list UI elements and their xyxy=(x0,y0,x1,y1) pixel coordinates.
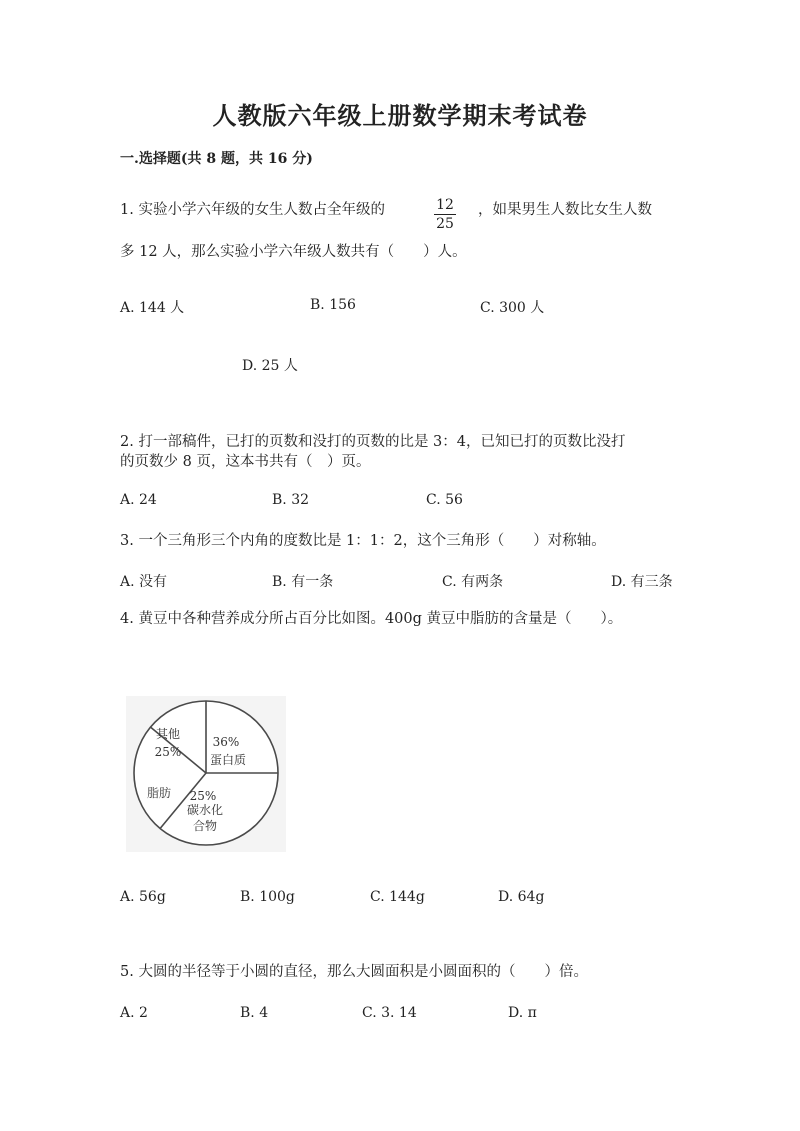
question-4-text: 4. 黄豆中各种营养成分所占百分比如图。400g 黄豆中脂肪的含量是（ ）。 xyxy=(120,611,623,627)
question-1-text-line2: 多 12 人，那么实验小学六年级人数共有（ ）人。 xyxy=(120,244,467,260)
question-5-option-d: D. π xyxy=(508,1005,537,1021)
question-3-option-c: C. 有两条 xyxy=(442,574,504,590)
question-4-option-a: A. 56g xyxy=(120,889,166,905)
slice-value-other: 25% xyxy=(154,745,182,759)
slice-label-carbs-line2: 合物 xyxy=(192,819,218,833)
nutrition-pie-chart xyxy=(126,696,286,852)
slice-label-carbs-line1: 碳水化 xyxy=(186,803,224,817)
question-2-text-line2: 的页数少 8 页，这本书共有（ ）页。 xyxy=(120,454,371,470)
question-5-text: 5. 大圆的半径等于小圆的直径，那么大圆面积是小圆面积的（ ）倍。 xyxy=(120,964,588,980)
question-5-option-b: B. 4 xyxy=(240,1005,269,1021)
question-4-option-c: C. 144g xyxy=(370,889,425,905)
question-1-option-b: B. 156 xyxy=(310,297,356,313)
section-heading: 一.选择题(共 8 题，共 16 分) xyxy=(120,151,313,167)
question-2-option-a: A. 24 xyxy=(120,492,157,508)
slice-label-fat: 脂肪 xyxy=(146,786,172,800)
question-2-option-c: C. 56 xyxy=(426,492,463,508)
question-3-option-d: D. 有三条 xyxy=(611,574,673,590)
question-5-option-c: C. 3. 14 xyxy=(362,1005,417,1021)
question-1-option-c: C. 300 人 xyxy=(480,300,545,316)
question-1-text-a: 1. 实验小学六年级的女生人数占全年级的 xyxy=(120,202,385,218)
question-1-fraction xyxy=(432,196,458,233)
fraction-denominator: 25 xyxy=(436,216,454,232)
question-3-option-a: A. 没有 xyxy=(120,574,168,590)
question-4-option-d: D. 64g xyxy=(498,889,545,905)
question-3-option-b: B. 有一条 xyxy=(272,574,334,590)
question-3-text: 3. 一个三角形三个内角的度数比是 1：1：2，这个三角形（ ）对称轴。 xyxy=(120,533,606,549)
slice-value-carbs: 25% xyxy=(189,789,217,803)
question-1-option-a: A. 144 人 xyxy=(120,300,185,316)
question-4-option-b: B. 100g xyxy=(240,889,295,905)
question-1-option-d: D. 25 人 xyxy=(242,358,298,374)
slice-value-protein: 36% xyxy=(212,735,240,749)
slice-label-protein: 蛋白质 xyxy=(209,753,247,767)
fraction-bar xyxy=(434,214,456,215)
question-5-option-a: A. 2 xyxy=(120,1005,148,1021)
question-2-option-b: B. 32 xyxy=(272,492,310,508)
page-title: 人教版六年级上册数学期末考试卷 xyxy=(212,101,588,130)
fraction-numerator: 12 xyxy=(436,197,454,213)
question-2-text-line1: 2. 打一部稿件，已打的页数和没打的页数的比是 3：4，已知已打的页数比没打 xyxy=(120,434,626,450)
slice-label-other: 其他 xyxy=(155,727,181,741)
question-1-text-b: ，如果男生人数比女生人数 xyxy=(478,202,652,218)
